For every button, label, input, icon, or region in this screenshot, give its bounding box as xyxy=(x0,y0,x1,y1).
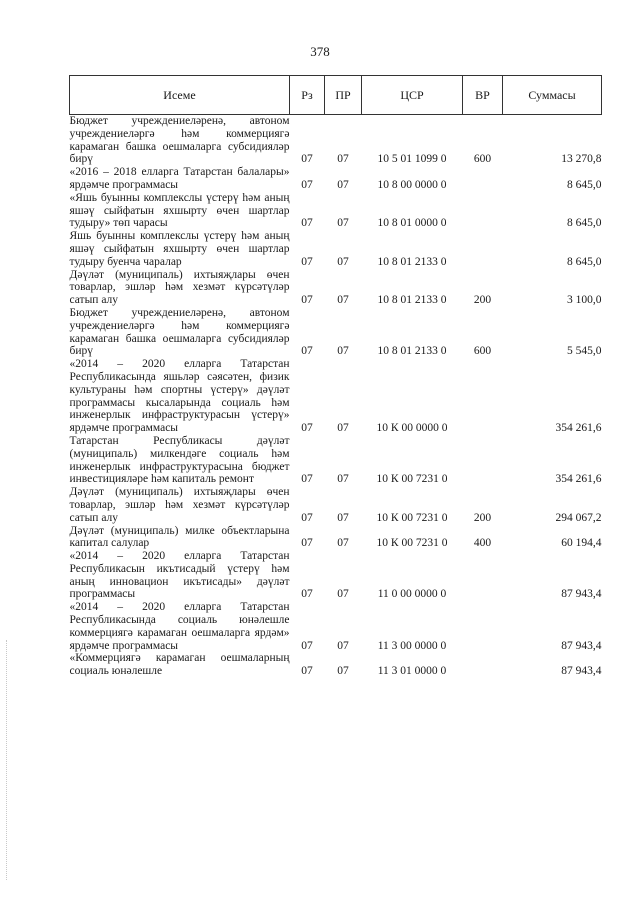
cell-csr: 11 3 01 0000 0 xyxy=(377,665,447,678)
cell-csr: 10 К 00 7231 0 xyxy=(376,511,448,524)
cell-rz: 07 xyxy=(301,294,313,307)
cell-rz: 07 xyxy=(301,639,313,652)
table-row xyxy=(70,192,602,230)
table-row xyxy=(70,652,602,678)
header-sum: Суммасы xyxy=(503,76,602,115)
cell-rz: 07 xyxy=(301,153,313,166)
cell-csr: 10 К 00 7231 0 xyxy=(376,537,448,550)
cell-pr: 07 xyxy=(337,345,349,358)
cell-vr: 600 xyxy=(473,153,492,166)
cell-name: «2014 – 2020 елларга Татарстан Республикасында яшьләр сәясәтен, физик культураны һәм спортны үстерү» дәүләт программасы кысаларында социаль һәм инженерлык инфраструктурасын үстерү» ярдәмче программасы xyxy=(69,358,290,435)
table-row xyxy=(70,550,602,601)
cell-pr: 07 xyxy=(337,511,349,524)
cell-vr: 200 xyxy=(473,294,492,307)
table-row xyxy=(70,486,602,524)
header-csr: ЦСР xyxy=(362,76,463,115)
table-row xyxy=(70,435,602,486)
table-row xyxy=(70,358,602,435)
cell-name: «2016 – 2018 елларга Татарстан балалары» ярдәмче программасы xyxy=(69,166,290,191)
cell-vr: 200 xyxy=(473,511,492,524)
cell-rz: 07 xyxy=(301,511,313,524)
header-pr: ПР xyxy=(325,76,362,115)
header-name: Исеме xyxy=(70,76,290,115)
cell-pr: 07 xyxy=(337,422,349,435)
cell-vr xyxy=(463,550,503,601)
header-vr: ВР xyxy=(463,76,503,115)
cell-vr xyxy=(463,601,503,652)
cell-pr: 07 xyxy=(337,665,349,678)
table-row xyxy=(70,525,602,551)
table-row xyxy=(70,166,602,192)
cell-vr xyxy=(463,230,503,268)
cell-csr: 10 8 01 2133 0 xyxy=(377,345,447,358)
cell-csr: 11 0 00 0000 0 xyxy=(377,588,447,601)
cell-pr: 07 xyxy=(337,588,349,601)
cell-rz: 07 xyxy=(301,255,313,268)
cell-vr: 400 xyxy=(473,537,492,550)
cell-name: Татарстан Республикасы дәүләт (муниципаль) милкендәге социаль һәм инженерлык инфраструктурасына бюджет инвестицияләре һәм капиталь ремонт xyxy=(69,434,290,486)
cell-name: «Яшь буынны комплекслы үстерү һәм аның яшәү сыйфатын яхшырту өчен шартлар тудыру» төп чарасы xyxy=(69,191,290,230)
cell-csr: 10 8 01 2133 0 xyxy=(377,255,447,268)
table-header-row xyxy=(70,76,602,115)
cell-name: Дәүләт (муниципаль) ихтыяҗлары өчен товарлар, эшләр һәм хезмәт күрсәтүләр сатып алу xyxy=(69,268,290,307)
cell-rz: 07 xyxy=(301,422,313,435)
budget-table xyxy=(69,75,602,678)
cell-name: Дәүләт (муниципаль) ихтыяҗлары өчен товарлар, эшләр һәм хезмәт күрсәтүләр сатып алу xyxy=(69,486,290,524)
cell-pr: 07 xyxy=(337,153,349,166)
cell-name: «Коммерциягә карамаган оешмаларның социаль юнәлешле xyxy=(69,652,290,678)
cell-name: «2014 – 2020 елларга Татарстан Республикасын икътисадый үстерү һәм аның инновацион икътисады» дәүләт программасы xyxy=(69,550,290,601)
header-rz: Рз xyxy=(290,76,325,115)
cell-rz: 07 xyxy=(301,665,313,678)
cell-csr: 10 8 00 0000 0 xyxy=(377,178,447,191)
cell-rz: 07 xyxy=(301,473,313,486)
cell-sum: 87 943,4 xyxy=(561,588,602,601)
cell-sum: 87 943,4 xyxy=(561,665,602,678)
cell-sum: 60 194,4 xyxy=(561,537,602,550)
cell-vr: 600 xyxy=(473,345,492,358)
cell-name: Бюджет учреждениеләренә, автоном учреждениеләргә һәм коммерциягә карамаган башка оешмаларга субсидияләр бирү xyxy=(69,115,290,166)
cell-rz: 07 xyxy=(301,178,313,191)
cell-sum: 354 261,6 xyxy=(555,422,602,435)
table-row xyxy=(70,601,602,652)
cell-pr: 07 xyxy=(337,217,349,230)
cell-csr: 10 5 01 1099 0 xyxy=(377,153,447,166)
cell-name: Бюджет учреждениеләренә, автоном учреждениеләргә һәм коммерциягә карамаган башка оешмаларга субсидияләр бирү xyxy=(69,306,290,358)
cell-pr: 07 xyxy=(337,255,349,268)
cell-rz: 07 xyxy=(301,588,313,601)
cell-csr: 10 8 01 2133 0 xyxy=(377,294,447,307)
cell-sum: 8 645,0 xyxy=(567,178,602,191)
table-row xyxy=(70,115,602,167)
cell-vr xyxy=(463,652,503,678)
cell-csr: 11 3 00 0000 0 xyxy=(377,639,447,652)
cell-pr: 07 xyxy=(337,178,349,191)
cell-sum: 5 545,0 xyxy=(567,345,602,358)
cell-sum: 294 067,2 xyxy=(555,511,602,524)
table-row xyxy=(70,230,602,268)
cell-name: «2014 – 2020 елларга Татарстан Республикасында социаль юнәлешле коммерциягә карамаган оешмаларга ярдәм» ярдәмче программасы xyxy=(69,601,290,652)
cell-pr: 07 xyxy=(337,473,349,486)
table-row xyxy=(70,269,602,307)
cell-sum: 87 943,4 xyxy=(561,639,602,652)
cell-sum: 3 100,0 xyxy=(567,294,602,307)
cell-vr xyxy=(463,435,503,486)
cell-rz: 07 xyxy=(301,345,313,358)
cell-name: Дәүләт (муниципаль) милке объектларына капитал салулар xyxy=(69,524,290,550)
cell-sum: 8 645,0 xyxy=(567,217,602,230)
cell-csr: 10 8 01 0000 0 xyxy=(377,217,447,230)
table-body xyxy=(70,115,602,679)
table-row xyxy=(70,307,602,358)
cell-vr xyxy=(463,192,503,230)
cell-pr: 07 xyxy=(337,639,349,652)
cell-pr: 07 xyxy=(337,294,349,307)
margin-mark xyxy=(6,640,8,880)
cell-name: Яшь буынны комплекслы үстерү һәм аның яшәү сыйфатын яхшырту өчен шартлар тудыру буенча чаралар xyxy=(69,230,290,268)
cell-rz: 07 xyxy=(301,217,313,230)
cell-rz: 07 xyxy=(301,537,313,550)
page-number: 378 xyxy=(310,44,330,59)
cell-sum: 8 645,0 xyxy=(567,255,602,268)
cell-csr: 10 К 00 7231 0 xyxy=(376,473,448,486)
cell-vr xyxy=(463,358,503,435)
cell-csr: 10 К 00 0000 0 xyxy=(376,422,448,435)
cell-sum: 354 261,6 xyxy=(555,473,602,486)
cell-vr xyxy=(463,166,503,192)
cell-pr: 07 xyxy=(337,537,349,550)
cell-sum: 13 270,8 xyxy=(561,153,602,166)
